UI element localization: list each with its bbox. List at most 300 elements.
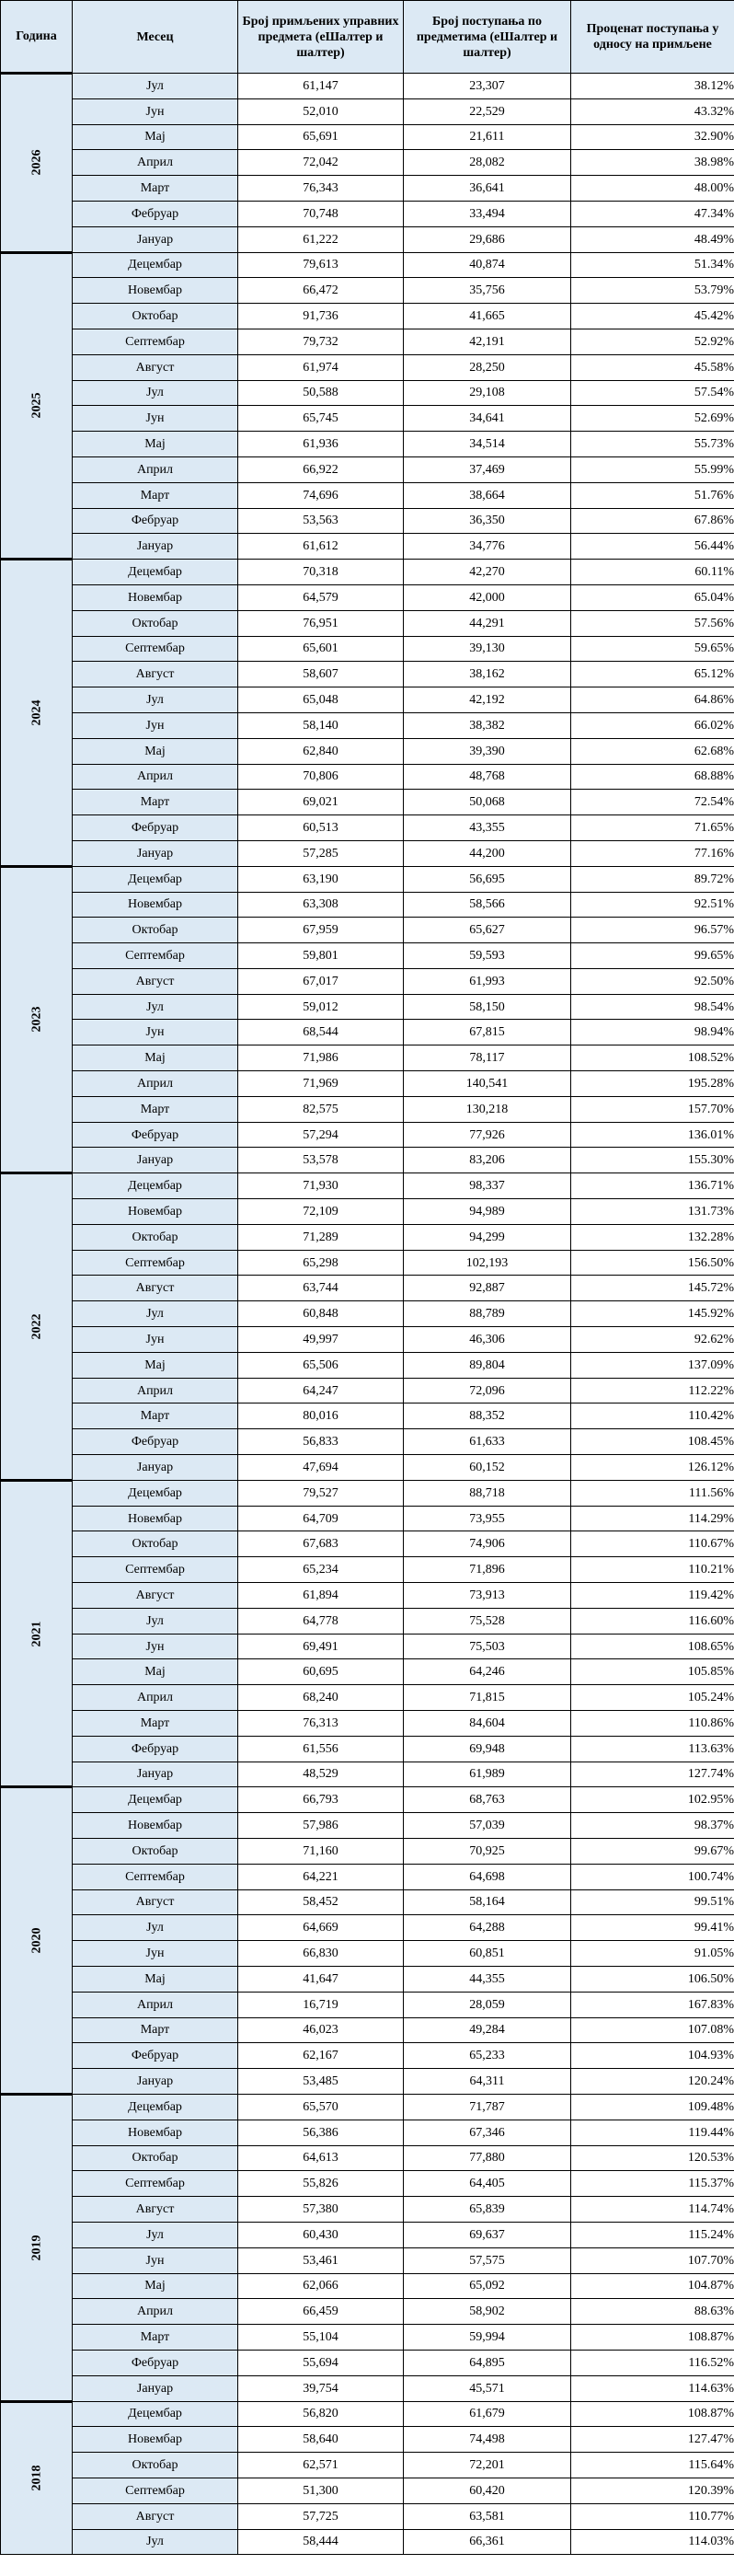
percent-cell: 105.24% bbox=[571, 1685, 734, 1711]
table-row bbox=[1, 2017, 734, 2043]
processed-cell: 44,291 bbox=[404, 610, 571, 636]
percent-cell: 99.41% bbox=[571, 1915, 734, 1941]
processed-cell: 94,299 bbox=[404, 1224, 571, 1250]
percent-cell: 43.32% bbox=[571, 98, 734, 124]
processed-cell: 75,503 bbox=[404, 1634, 571, 1659]
month-cell: Август bbox=[73, 354, 238, 380]
month-cell: Фебруар bbox=[73, 508, 238, 534]
received-cell: 65,234 bbox=[238, 1557, 404, 1583]
percent-cell: 66.02% bbox=[571, 712, 734, 738]
percent-cell: 136.71% bbox=[571, 1173, 734, 1199]
table-row bbox=[1, 636, 734, 662]
header-received: Број примљених управних предмета (еШалтер и шалтер) bbox=[238, 1, 404, 74]
processed-cell: 77,926 bbox=[404, 1122, 571, 1148]
table-row bbox=[1, 150, 734, 176]
table-row bbox=[1, 1173, 734, 1199]
month-cell: Јануар bbox=[73, 1762, 238, 1787]
processed-cell: 69,948 bbox=[404, 1736, 571, 1762]
received-cell: 53,578 bbox=[238, 1148, 404, 1173]
received-cell: 64,221 bbox=[238, 1864, 404, 1889]
table-row bbox=[1, 2529, 734, 2555]
month-cell: Октобар bbox=[73, 1224, 238, 1250]
processed-cell: 65,092 bbox=[404, 2273, 571, 2299]
processed-cell: 140,541 bbox=[404, 1071, 571, 1097]
month-cell: Март bbox=[73, 2017, 238, 2043]
processed-cell: 23,307 bbox=[404, 74, 571, 99]
table-row bbox=[1, 534, 734, 560]
percent-cell: 32.90% bbox=[571, 124, 734, 150]
month-cell: Мај bbox=[73, 1352, 238, 1378]
percent-cell: 108.87% bbox=[571, 2325, 734, 2351]
processed-cell: 48,768 bbox=[404, 764, 571, 790]
percent-cell: 127.47% bbox=[571, 2427, 734, 2453]
received-cell: 57,294 bbox=[238, 1122, 404, 1148]
year-cell bbox=[1, 1480, 73, 1787]
processed-cell: 69,637 bbox=[404, 2222, 571, 2247]
received-cell: 76,951 bbox=[238, 610, 404, 636]
month-cell: Мај bbox=[73, 1966, 238, 1992]
processed-cell: 64,698 bbox=[404, 1864, 571, 1889]
processed-cell: 71,815 bbox=[404, 1685, 571, 1711]
month-cell: Мај bbox=[73, 1045, 238, 1071]
processed-cell: 88,352 bbox=[404, 1404, 571, 1429]
percent-cell: 106.50% bbox=[571, 1966, 734, 1992]
month-cell: Децембар bbox=[73, 1480, 238, 1506]
percent-cell: 56.44% bbox=[571, 534, 734, 560]
month-cell: Август bbox=[73, 662, 238, 687]
processed-cell: 42,270 bbox=[404, 560, 571, 585]
processed-cell: 29,108 bbox=[404, 380, 571, 406]
processed-cell: 56,695 bbox=[404, 866, 571, 892]
month-cell: Јул bbox=[73, 74, 238, 99]
received-cell: 46,023 bbox=[238, 2017, 404, 2043]
percent-cell: 64.86% bbox=[571, 687, 734, 713]
month-cell: Мај bbox=[73, 2273, 238, 2299]
header-processed: Број поступања по предметима (еШалтер и шалтер) bbox=[404, 1, 571, 74]
table-row bbox=[1, 764, 734, 790]
percent-cell: 98.37% bbox=[571, 1813, 734, 1839]
table-row bbox=[1, 1889, 734, 1915]
percent-cell: 107.08% bbox=[571, 2017, 734, 2043]
percent-cell: 126.12% bbox=[571, 1455, 734, 1481]
header-month: Месец bbox=[73, 1, 238, 74]
processed-cell: 45,571 bbox=[404, 2375, 571, 2401]
month-cell: Децембар bbox=[73, 560, 238, 585]
percent-cell: 72.54% bbox=[571, 790, 734, 815]
month-cell: Април bbox=[73, 1685, 238, 1711]
percent-cell: 92.62% bbox=[571, 1327, 734, 1353]
table-row bbox=[1, 2247, 734, 2273]
table-row bbox=[1, 252, 734, 278]
received-cell: 67,959 bbox=[238, 918, 404, 943]
month-cell: Јун bbox=[73, 98, 238, 124]
table-row bbox=[1, 380, 734, 406]
year-cell bbox=[1, 866, 73, 1173]
month-cell: Април bbox=[73, 1071, 238, 1097]
table-row bbox=[1, 712, 734, 738]
table-row bbox=[1, 1429, 734, 1455]
year-label: 2023 bbox=[29, 1006, 43, 1033]
processed-cell: 89,804 bbox=[404, 1352, 571, 1378]
table-row bbox=[1, 662, 734, 687]
processed-cell: 63,581 bbox=[404, 2503, 571, 2529]
table-row bbox=[1, 482, 734, 508]
percent-cell: 62.68% bbox=[571, 738, 734, 764]
received-cell: 70,748 bbox=[238, 201, 404, 226]
percent-cell: 132.28% bbox=[571, 1224, 734, 1250]
table-row bbox=[1, 892, 734, 918]
month-cell: Децембар bbox=[73, 2094, 238, 2120]
month-cell: Новембар bbox=[73, 2120, 238, 2145]
processed-cell: 44,355 bbox=[404, 1966, 571, 1992]
table-row bbox=[1, 432, 734, 457]
header-row bbox=[1, 1, 734, 74]
table-row bbox=[1, 508, 734, 534]
year-cell bbox=[1, 1787, 73, 2095]
table-row bbox=[1, 1404, 734, 1429]
year-cell bbox=[1, 560, 73, 867]
month-cell: Јул bbox=[73, 2529, 238, 2555]
month-cell: Јун bbox=[73, 1941, 238, 1967]
received-cell: 82,575 bbox=[238, 1096, 404, 1122]
percent-cell: 195.28% bbox=[571, 1071, 734, 1097]
year-cell bbox=[1, 252, 73, 560]
received-cell: 58,640 bbox=[238, 2427, 404, 2453]
processed-cell: 29,686 bbox=[404, 226, 571, 252]
percent-cell: 52.92% bbox=[571, 329, 734, 354]
month-cell: Јун bbox=[73, 712, 238, 738]
processed-cell: 44,200 bbox=[404, 840, 571, 866]
percent-cell: 156.50% bbox=[571, 1250, 734, 1276]
month-cell: Март bbox=[73, 2325, 238, 2351]
table-row bbox=[1, 1148, 734, 1173]
percent-cell: 48.00% bbox=[571, 176, 734, 202]
month-cell: Децембар bbox=[73, 252, 238, 278]
month-cell: Јул bbox=[73, 2222, 238, 2247]
percent-cell: 99.67% bbox=[571, 1838, 734, 1864]
received-cell: 41,647 bbox=[238, 1966, 404, 1992]
table-row bbox=[1, 1327, 734, 1353]
table-row bbox=[1, 1096, 734, 1122]
processed-cell: 49,284 bbox=[404, 2017, 571, 2043]
table-row bbox=[1, 1276, 734, 1301]
table-row bbox=[1, 2171, 734, 2197]
processed-cell: 58,150 bbox=[404, 994, 571, 1020]
month-cell: Август bbox=[73, 1276, 238, 1301]
month-cell: Децембар bbox=[73, 1173, 238, 1199]
received-cell: 66,472 bbox=[238, 278, 404, 304]
table-row bbox=[1, 278, 734, 304]
table-row bbox=[1, 815, 734, 841]
received-cell: 65,691 bbox=[238, 124, 404, 150]
month-cell: Јун bbox=[73, 406, 238, 432]
received-cell: 53,563 bbox=[238, 508, 404, 534]
processed-cell: 35,756 bbox=[404, 278, 571, 304]
received-cell: 64,709 bbox=[238, 1506, 404, 1531]
table-row bbox=[1, 2197, 734, 2223]
processed-cell: 42,191 bbox=[404, 329, 571, 354]
received-cell: 79,527 bbox=[238, 1480, 404, 1506]
table-row bbox=[1, 2120, 734, 2145]
table-row bbox=[1, 1583, 734, 1609]
processed-cell: 64,246 bbox=[404, 1659, 571, 1685]
month-cell: Јануар bbox=[73, 534, 238, 560]
processed-cell: 28,059 bbox=[404, 1992, 571, 2017]
month-cell: Новембар bbox=[73, 1199, 238, 1225]
received-cell: 71,930 bbox=[238, 1173, 404, 1199]
table-row bbox=[1, 968, 734, 994]
header-year: Година bbox=[1, 1, 73, 74]
processed-cell: 92,887 bbox=[404, 1276, 571, 1301]
table-row bbox=[1, 456, 734, 482]
received-cell: 52,010 bbox=[238, 98, 404, 124]
received-cell: 71,160 bbox=[238, 1838, 404, 1864]
percent-cell: 109.48% bbox=[571, 2094, 734, 2120]
table-row bbox=[1, 584, 734, 610]
percent-cell: 98.94% bbox=[571, 1020, 734, 1045]
percent-cell: 51.76% bbox=[571, 482, 734, 508]
year-label: 2018 bbox=[29, 2465, 43, 2491]
received-cell: 56,820 bbox=[238, 2401, 404, 2427]
table-row bbox=[1, 2222, 734, 2247]
processed-cell: 64,311 bbox=[404, 2069, 571, 2095]
month-cell: Децембар bbox=[73, 866, 238, 892]
received-cell: 55,694 bbox=[238, 2350, 404, 2375]
processed-cell: 88,718 bbox=[404, 1480, 571, 1506]
processed-cell: 59,994 bbox=[404, 2325, 571, 2351]
month-cell: Октобар bbox=[73, 304, 238, 329]
percent-cell: 119.44% bbox=[571, 2120, 734, 2145]
month-cell: Април bbox=[73, 1378, 238, 1404]
received-cell: 68,240 bbox=[238, 1685, 404, 1711]
month-cell: Август bbox=[73, 968, 238, 994]
table-row bbox=[1, 1711, 734, 1737]
percent-cell: 145.92% bbox=[571, 1301, 734, 1327]
percent-cell: 131.73% bbox=[571, 1199, 734, 1225]
month-cell: Април bbox=[73, 1992, 238, 2017]
month-cell: Април bbox=[73, 456, 238, 482]
year-label: 2021 bbox=[29, 1621, 43, 1647]
received-cell: 74,696 bbox=[238, 482, 404, 508]
received-cell: 71,986 bbox=[238, 1045, 404, 1071]
percent-cell: 102.95% bbox=[571, 1787, 734, 1813]
month-cell: Март bbox=[73, 482, 238, 508]
processed-cell: 34,641 bbox=[404, 406, 571, 432]
processed-cell: 64,895 bbox=[404, 2350, 571, 2375]
table-row bbox=[1, 1250, 734, 1276]
table-row bbox=[1, 1762, 734, 1787]
percent-cell: 127.74% bbox=[571, 1762, 734, 1787]
percent-cell: 68.88% bbox=[571, 764, 734, 790]
year-label: 2024 bbox=[29, 699, 43, 726]
processed-cell: 67,346 bbox=[404, 2120, 571, 2145]
received-cell: 79,732 bbox=[238, 329, 404, 354]
received-cell: 79,613 bbox=[238, 252, 404, 278]
processed-cell: 88,789 bbox=[404, 1301, 571, 1327]
percent-cell: 57.54% bbox=[571, 380, 734, 406]
table-row bbox=[1, 1915, 734, 1941]
month-cell: Фебруар bbox=[73, 201, 238, 226]
table-row bbox=[1, 1071, 734, 1097]
processed-cell: 22,529 bbox=[404, 98, 571, 124]
processed-cell: 66,361 bbox=[404, 2529, 571, 2555]
table-row bbox=[1, 1506, 734, 1531]
processed-cell: 65,233 bbox=[404, 2043, 571, 2069]
processed-cell: 38,382 bbox=[404, 712, 571, 738]
received-cell: 58,607 bbox=[238, 662, 404, 687]
percent-cell: 120.53% bbox=[571, 2145, 734, 2171]
processed-cell: 57,575 bbox=[404, 2247, 571, 2273]
received-cell: 58,444 bbox=[238, 2529, 404, 2555]
month-cell: Март bbox=[73, 1096, 238, 1122]
received-cell: 62,571 bbox=[238, 2453, 404, 2478]
received-cell: 57,986 bbox=[238, 1813, 404, 1839]
processed-cell: 74,498 bbox=[404, 2427, 571, 2453]
received-cell: 66,922 bbox=[238, 456, 404, 482]
year-cell bbox=[1, 74, 73, 253]
received-cell: 57,380 bbox=[238, 2197, 404, 2223]
table-row bbox=[1, 1787, 734, 1813]
month-cell: Децембар bbox=[73, 2401, 238, 2427]
table-row bbox=[1, 2273, 734, 2299]
received-cell: 62,167 bbox=[238, 2043, 404, 2069]
percent-cell: 60.11% bbox=[571, 560, 734, 585]
percent-cell: 108.87% bbox=[571, 2401, 734, 2427]
year-label: 2025 bbox=[29, 392, 43, 419]
received-cell: 58,452 bbox=[238, 1889, 404, 1915]
received-cell: 47,694 bbox=[238, 1455, 404, 1481]
received-cell: 39,754 bbox=[238, 2375, 404, 2401]
received-cell: 61,894 bbox=[238, 1583, 404, 1609]
percent-cell: 45.58% bbox=[571, 354, 734, 380]
table-row bbox=[1, 2145, 734, 2171]
processed-cell: 68,763 bbox=[404, 1787, 571, 1813]
month-cell: Јануар bbox=[73, 1148, 238, 1173]
percent-cell: 53.79% bbox=[571, 278, 734, 304]
table-row bbox=[1, 1864, 734, 1889]
processed-cell: 65,627 bbox=[404, 918, 571, 943]
month-cell: Јул bbox=[73, 1915, 238, 1941]
percent-cell: 110.21% bbox=[571, 1557, 734, 1583]
month-cell: Фебруар bbox=[73, 1429, 238, 1455]
table-row bbox=[1, 98, 734, 124]
percent-cell: 100.74% bbox=[571, 1864, 734, 1889]
percent-cell: 110.86% bbox=[571, 1711, 734, 1737]
month-cell: Април bbox=[73, 764, 238, 790]
month-cell: Октобар bbox=[73, 610, 238, 636]
received-cell: 68,544 bbox=[238, 1020, 404, 1045]
month-cell: Март bbox=[73, 1404, 238, 1429]
table-row bbox=[1, 840, 734, 866]
processed-cell: 60,152 bbox=[404, 1455, 571, 1481]
percent-cell: 119.42% bbox=[571, 1583, 734, 1609]
percent-cell: 137.09% bbox=[571, 1352, 734, 1378]
month-cell: Новембар bbox=[73, 584, 238, 610]
processed-cell: 37,469 bbox=[404, 456, 571, 482]
month-cell: Новембар bbox=[73, 1813, 238, 1839]
received-cell: 64,247 bbox=[238, 1378, 404, 1404]
percent-cell: 96.57% bbox=[571, 918, 734, 943]
table-row bbox=[1, 2350, 734, 2375]
received-cell: 60,848 bbox=[238, 1301, 404, 1327]
percent-cell: 92.50% bbox=[571, 968, 734, 994]
table-row bbox=[1, 560, 734, 585]
received-cell: 64,669 bbox=[238, 1915, 404, 1941]
processed-cell: 77,880 bbox=[404, 2145, 571, 2171]
table-row bbox=[1, 1045, 734, 1071]
table-body bbox=[1, 74, 734, 2555]
processed-cell: 57,039 bbox=[404, 1813, 571, 1839]
received-cell: 48,529 bbox=[238, 1762, 404, 1787]
received-cell: 60,513 bbox=[238, 815, 404, 841]
table-row bbox=[1, 201, 734, 226]
percent-cell: 116.60% bbox=[571, 1608, 734, 1634]
processed-cell: 64,405 bbox=[404, 2171, 571, 2197]
received-cell: 55,104 bbox=[238, 2325, 404, 2351]
month-cell: Јул bbox=[73, 687, 238, 713]
percent-cell: 47.34% bbox=[571, 201, 734, 226]
received-cell: 71,289 bbox=[238, 1224, 404, 1250]
table-row bbox=[1, 1659, 734, 1685]
processed-cell: 61,989 bbox=[404, 1762, 571, 1787]
received-cell: 51,300 bbox=[238, 2478, 404, 2503]
table-row bbox=[1, 1020, 734, 1045]
table-row bbox=[1, 1301, 734, 1327]
processed-cell: 38,664 bbox=[404, 482, 571, 508]
received-cell: 65,048 bbox=[238, 687, 404, 713]
month-cell: Децембар bbox=[73, 1787, 238, 1813]
received-cell: 65,745 bbox=[238, 406, 404, 432]
table-row bbox=[1, 1966, 734, 1992]
table-row bbox=[1, 2375, 734, 2401]
month-cell: Јануар bbox=[73, 2375, 238, 2401]
percent-cell: 65.04% bbox=[571, 584, 734, 610]
percent-cell: 157.70% bbox=[571, 1096, 734, 1122]
percent-cell: 116.52% bbox=[571, 2350, 734, 2375]
processed-cell: 36,641 bbox=[404, 176, 571, 202]
table-row bbox=[1, 354, 734, 380]
percent-cell: 115.64% bbox=[571, 2453, 734, 2478]
month-cell: Новембар bbox=[73, 278, 238, 304]
table-row bbox=[1, 610, 734, 636]
processed-cell: 43,355 bbox=[404, 815, 571, 841]
month-cell: Септембар bbox=[73, 1864, 238, 1889]
percent-cell: 113.63% bbox=[571, 1736, 734, 1762]
month-cell: Јануар bbox=[73, 2069, 238, 2095]
received-cell: 61,222 bbox=[238, 226, 404, 252]
table-row bbox=[1, 2401, 734, 2427]
month-cell: Мај bbox=[73, 124, 238, 150]
table-row bbox=[1, 866, 734, 892]
processed-cell: 39,390 bbox=[404, 738, 571, 764]
percent-cell: 136.01% bbox=[571, 1122, 734, 1148]
percent-cell: 145.72% bbox=[571, 1276, 734, 1301]
month-cell: Јун bbox=[73, 1634, 238, 1659]
received-cell: 58,140 bbox=[238, 712, 404, 738]
received-cell: 80,016 bbox=[238, 1404, 404, 1429]
received-cell: 65,298 bbox=[238, 1250, 404, 1276]
month-cell: Септембар bbox=[73, 2478, 238, 2503]
percent-cell: 55.73% bbox=[571, 432, 734, 457]
percent-cell: 114.63% bbox=[571, 2375, 734, 2401]
month-cell: Јануар bbox=[73, 840, 238, 866]
table-row bbox=[1, 304, 734, 329]
processed-cell: 71,787 bbox=[404, 2094, 571, 2120]
table-row bbox=[1, 1813, 734, 1839]
processed-cell: 61,633 bbox=[404, 1429, 571, 1455]
year-label: 2022 bbox=[29, 1313, 43, 1340]
percent-cell: 110.42% bbox=[571, 1404, 734, 1429]
